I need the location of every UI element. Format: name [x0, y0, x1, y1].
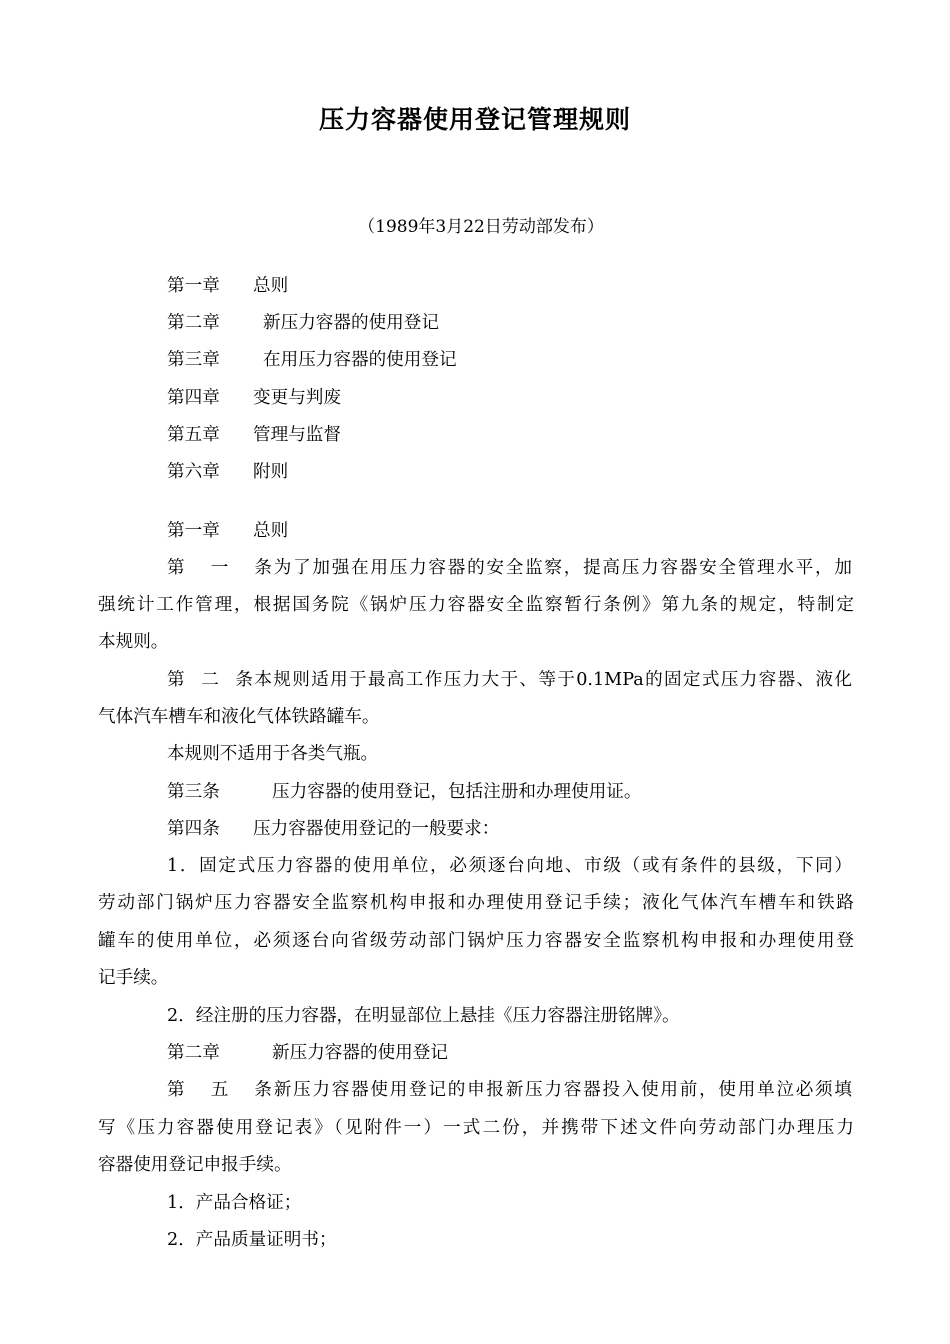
- chapter-label: 第二章: [167, 1043, 220, 1063]
- article-label: 第五条: [167, 1080, 272, 1100]
- toc-chapter-title: 管理与监督: [253, 425, 341, 445]
- toc-item-chapter-3: [167, 347, 457, 373]
- article-2-line-1: [167, 667, 852, 693]
- toc-item-chapter-2: [167, 310, 439, 336]
- toc-item-chapter-6: [167, 459, 288, 485]
- toc-chapter-title: 新压力容器的使用登记: [263, 313, 439, 333]
- article-4-item-1-line-1: 1．固定式压力容器的使用单位，必须逐台向地、市级（或有条件的县级，下同）: [167, 856, 852, 876]
- article-4: [167, 816, 499, 842]
- article-1-line-3: 本规则。: [98, 632, 169, 652]
- toc-chapter-label: 第四章: [167, 388, 220, 408]
- toc-chapter-label: 第二章: [167, 313, 220, 333]
- toc-item-chapter-4: [167, 385, 341, 411]
- article-label: 第二条: [167, 670, 253, 690]
- article-label: 第一条: [167, 558, 272, 578]
- toc-item-chapter-5: [167, 422, 341, 448]
- chapter-heading-2: [167, 1040, 448, 1066]
- article-5-item-2: 2．产品质量证明书；: [167, 1230, 337, 1250]
- article-4-item-1-line-2: 劳动部门锅炉压力容器安全监察机构申报和办理使用登记手续；液化气体汽车槽车和铁路: [98, 893, 854, 913]
- article-2-line-2: 气体汽车槽车和液化气体铁路罐车。: [98, 707, 380, 727]
- article-5-item-1: 1．产品合格证；: [167, 1193, 302, 1213]
- chapter-heading-1: [167, 518, 288, 544]
- article-4-item-1-line-4: 记手续。: [98, 968, 169, 988]
- article-text: 压力容器使用登记的一般要求：: [253, 819, 500, 839]
- toc-chapter-title: 在用压力容器的使用登记: [263, 350, 457, 370]
- document-subtitle: （1989年3月22日劳动部发布）: [358, 217, 604, 237]
- toc-chapter-title: 附则: [253, 462, 289, 482]
- article-5-line-2: 写《压力容器使用登记表》（见附件一）一式二份，并携带下述文件向劳动部门办理压力: [98, 1118, 854, 1138]
- article-1-line-2: 强统计工作管理，根据国务院《锅炉压力容器安全监察暂行条例》第九条的规定，特制定: [98, 595, 854, 615]
- article-text: 新压力容器使用登记的申报新压力容器投入使用前，使用单泣必须填: [272, 1080, 852, 1100]
- article-label: 第四条: [167, 819, 220, 839]
- toc-chapter-title: 总则: [253, 276, 289, 296]
- article-label: 第三条: [167, 782, 220, 802]
- toc-chapter-label: 第三章: [167, 350, 220, 370]
- article-1-line-1: [167, 555, 852, 581]
- toc-item-chapter-1: [167, 273, 288, 299]
- article-2-line-3: 本规则不适用于各类气瓶。: [167, 744, 379, 764]
- toc-chapter-label: 第一章: [167, 276, 220, 296]
- article-text: 本规则适用于最高工作压力大于、等于0.1MPa的固定式压力容器、液化: [253, 670, 852, 690]
- toc-chapter-label: 第六章: [167, 462, 220, 482]
- chapter-label: 第一章: [167, 521, 220, 541]
- article-4-item-2: 2．经注册的压力容器，在明显部位上悬挂《压力容器注册铭牌》。: [167, 1006, 680, 1026]
- document-title: 压力容器使用登记管理规则: [318, 105, 631, 134]
- chapter-title: 新压力容器的使用登记: [272, 1043, 448, 1063]
- article-3: [167, 779, 641, 805]
- article-text: 压力容器的使用登记，包括注册和办理使用证。: [272, 782, 642, 802]
- article-5-line-1: [167, 1077, 852, 1103]
- toc-chapter-title: 变更与判废: [253, 388, 341, 408]
- article-4-item-1-line-3: 罐车的使用单位，必须逐台向省级劳动部门锅炉压力容器安全监察机构申报和办理使用登: [98, 931, 854, 951]
- article-5-line-3: 容器使用登记申报手续。: [98, 1155, 292, 1175]
- article-text: 为了加强在用压力容器的安全监察，提高压力容器安全管理水平，加: [272, 558, 852, 578]
- chapter-title: 总则: [253, 521, 289, 541]
- toc-chapter-label: 第五章: [167, 425, 220, 445]
